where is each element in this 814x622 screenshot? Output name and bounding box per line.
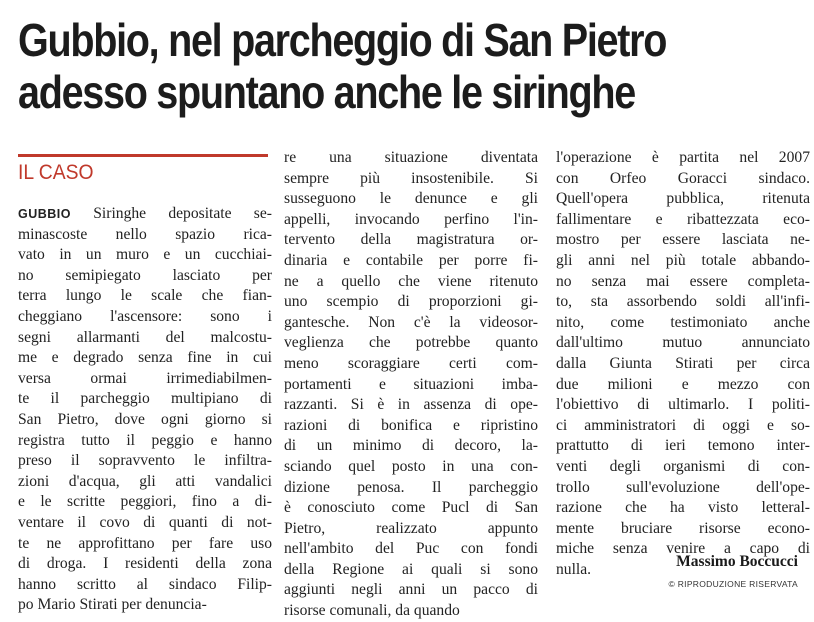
- article-column-2: [284, 148, 538, 622]
- text-line: portamenti e situazioni imba-: [284, 375, 538, 393]
- text-line: cheggiano l'ascensore: sono i: [18, 307, 272, 325]
- text-line: mostro per essere lasciata ne-: [556, 231, 810, 249]
- text-line: te il parcheggio multipiano di: [18, 390, 272, 408]
- text-line: venti degli organismi di con-: [556, 457, 810, 475]
- text-line: di un minimo di decoro, la-: [284, 437, 538, 455]
- text-line: no semipiegato lasciato per: [18, 266, 272, 284]
- text-line: fallimentare e ribattezzata eco-: [556, 210, 810, 228]
- text-line: ne a quello che viene ritenuto: [284, 272, 538, 290]
- text-line: di droga. I residenti della zona: [18, 555, 272, 573]
- text-line: nell'ambito del Puc con fondi: [284, 540, 538, 558]
- text-line: veglienza che potrebbe quanto: [284, 334, 538, 352]
- text-line: ci amministratori di oggi e so-: [556, 416, 810, 434]
- text-line: razzanti. Si è in assenza di ope-: [284, 396, 538, 414]
- dateline: GUBBIO: [18, 207, 71, 221]
- text-line: Pietro, realizzato appunto: [284, 519, 538, 537]
- text-line: due milioni e mezzo con: [556, 375, 810, 393]
- text-line: razioni di bonifica e ripristino: [284, 416, 538, 434]
- text-line: tervento della magistratura or-: [284, 231, 538, 249]
- text-line: gli anni nel più totale abbando-: [556, 251, 810, 269]
- headline-line-1: Gubbio, nel parcheggio di San Pietro: [18, 14, 667, 66]
- text-line: meno scoraggiare certi com-: [284, 354, 538, 372]
- article-column-1: [18, 204, 272, 616]
- copyright-notice: © RIPRODUZIONE RISERVATA: [668, 579, 798, 589]
- text-line: sempre più insostenibile. Si: [284, 169, 538, 187]
- text-line: re una situazione diventata: [284, 149, 538, 166]
- author-byline: Massimo Boccucci: [676, 553, 798, 570]
- text-line: uno scempio di proporzioni gi-: [284, 293, 538, 311]
- kicker-label: IL CASO: [18, 161, 94, 184]
- text-line: dinaria e contabile per porre fi-: [284, 251, 538, 269]
- text-line: preso il sopravvento le infiltra-: [18, 452, 272, 470]
- text-line: zioni d'acqua, gli atti vandalici: [18, 472, 272, 490]
- text-line: dall'ultimo mutuo annunciato: [556, 334, 810, 352]
- text-line: minascoste nello spazio rica-: [18, 225, 272, 243]
- text-line: te ne approfittano per fare uso: [18, 534, 272, 552]
- text-line: l'obiettivo di ultimarlo. I politi-: [556, 396, 810, 414]
- text-line: hanno scritto al sindaco Filip-: [18, 575, 272, 593]
- text-line: dalla Giunta Stirati per circa: [556, 354, 810, 372]
- article-column-3: [556, 148, 810, 580]
- text-line: San Pietro, dove ogni giorno si: [18, 410, 272, 428]
- text-line: razione che ha visto letteral-: [556, 499, 810, 517]
- text-line: e le scritte peggiori, fino a di-: [18, 493, 272, 511]
- text-line: della Regione ai quali si sono: [284, 560, 538, 578]
- text-line: po Mario Stirati per denuncia-: [18, 596, 207, 614]
- text-line: to, sta assorbendo soldi all'infi-: [556, 293, 810, 311]
- text-line: terra lungo le scale che fian-: [18, 287, 272, 305]
- text-line: gantesche. Non c'è la videosor-: [284, 313, 538, 331]
- text-line: risorse comunali, da quando: [284, 602, 460, 620]
- text-line: trollo sull'evoluzione dell'ope-: [556, 478, 810, 496]
- text-line: GUBBIO Siringhe depositate se-: [18, 205, 272, 222]
- text-line: me e degrado senza fine in cui: [18, 349, 272, 367]
- text-line: ventare il covo di quanti di not-: [18, 513, 272, 531]
- headline: [18, 14, 697, 118]
- text-line: appelli, invocando perfino l'in-: [284, 210, 538, 228]
- text-line: versa ormai irrimediabilmen-: [18, 369, 272, 387]
- text-line: susseguono le denunce e gli: [284, 190, 538, 208]
- text-line: nulla.: [556, 560, 592, 578]
- text-line: nito, come testimoniato anche: [556, 313, 810, 331]
- headline-line-2: adesso spuntano anche le siringhe: [18, 66, 635, 118]
- text-line: miche senza venire a capo di: [556, 540, 810, 558]
- text-line: prattutto di ieri temono inter-: [556, 437, 810, 455]
- section-kicker: [18, 154, 268, 190]
- text-line: Quell'opera pubblica, ritenuta: [556, 190, 810, 208]
- text-line: sciando quel posto in una con-: [284, 457, 538, 475]
- text-line: è conosciuto come Pucl di San: [284, 499, 538, 517]
- text-line: mente bruciare risorse econo-: [556, 519, 810, 537]
- text-line: registra tutto il peggio e hanno: [18, 431, 272, 449]
- text-line: vato in un muro e un cucchiai-: [18, 246, 272, 264]
- text-line: aggiunti negli anni un pacco di: [284, 581, 538, 599]
- text-line: dizione penosa. Il parcheggio: [284, 478, 538, 496]
- text-line: no senza mai essere completa-: [556, 272, 810, 290]
- text-line: con Orfeo Goracci sindaco.: [556, 169, 810, 187]
- text-line: segni allarmanti del malcostu-: [18, 328, 272, 346]
- text-line: l'operazione è partita nel 2007: [556, 149, 810, 166]
